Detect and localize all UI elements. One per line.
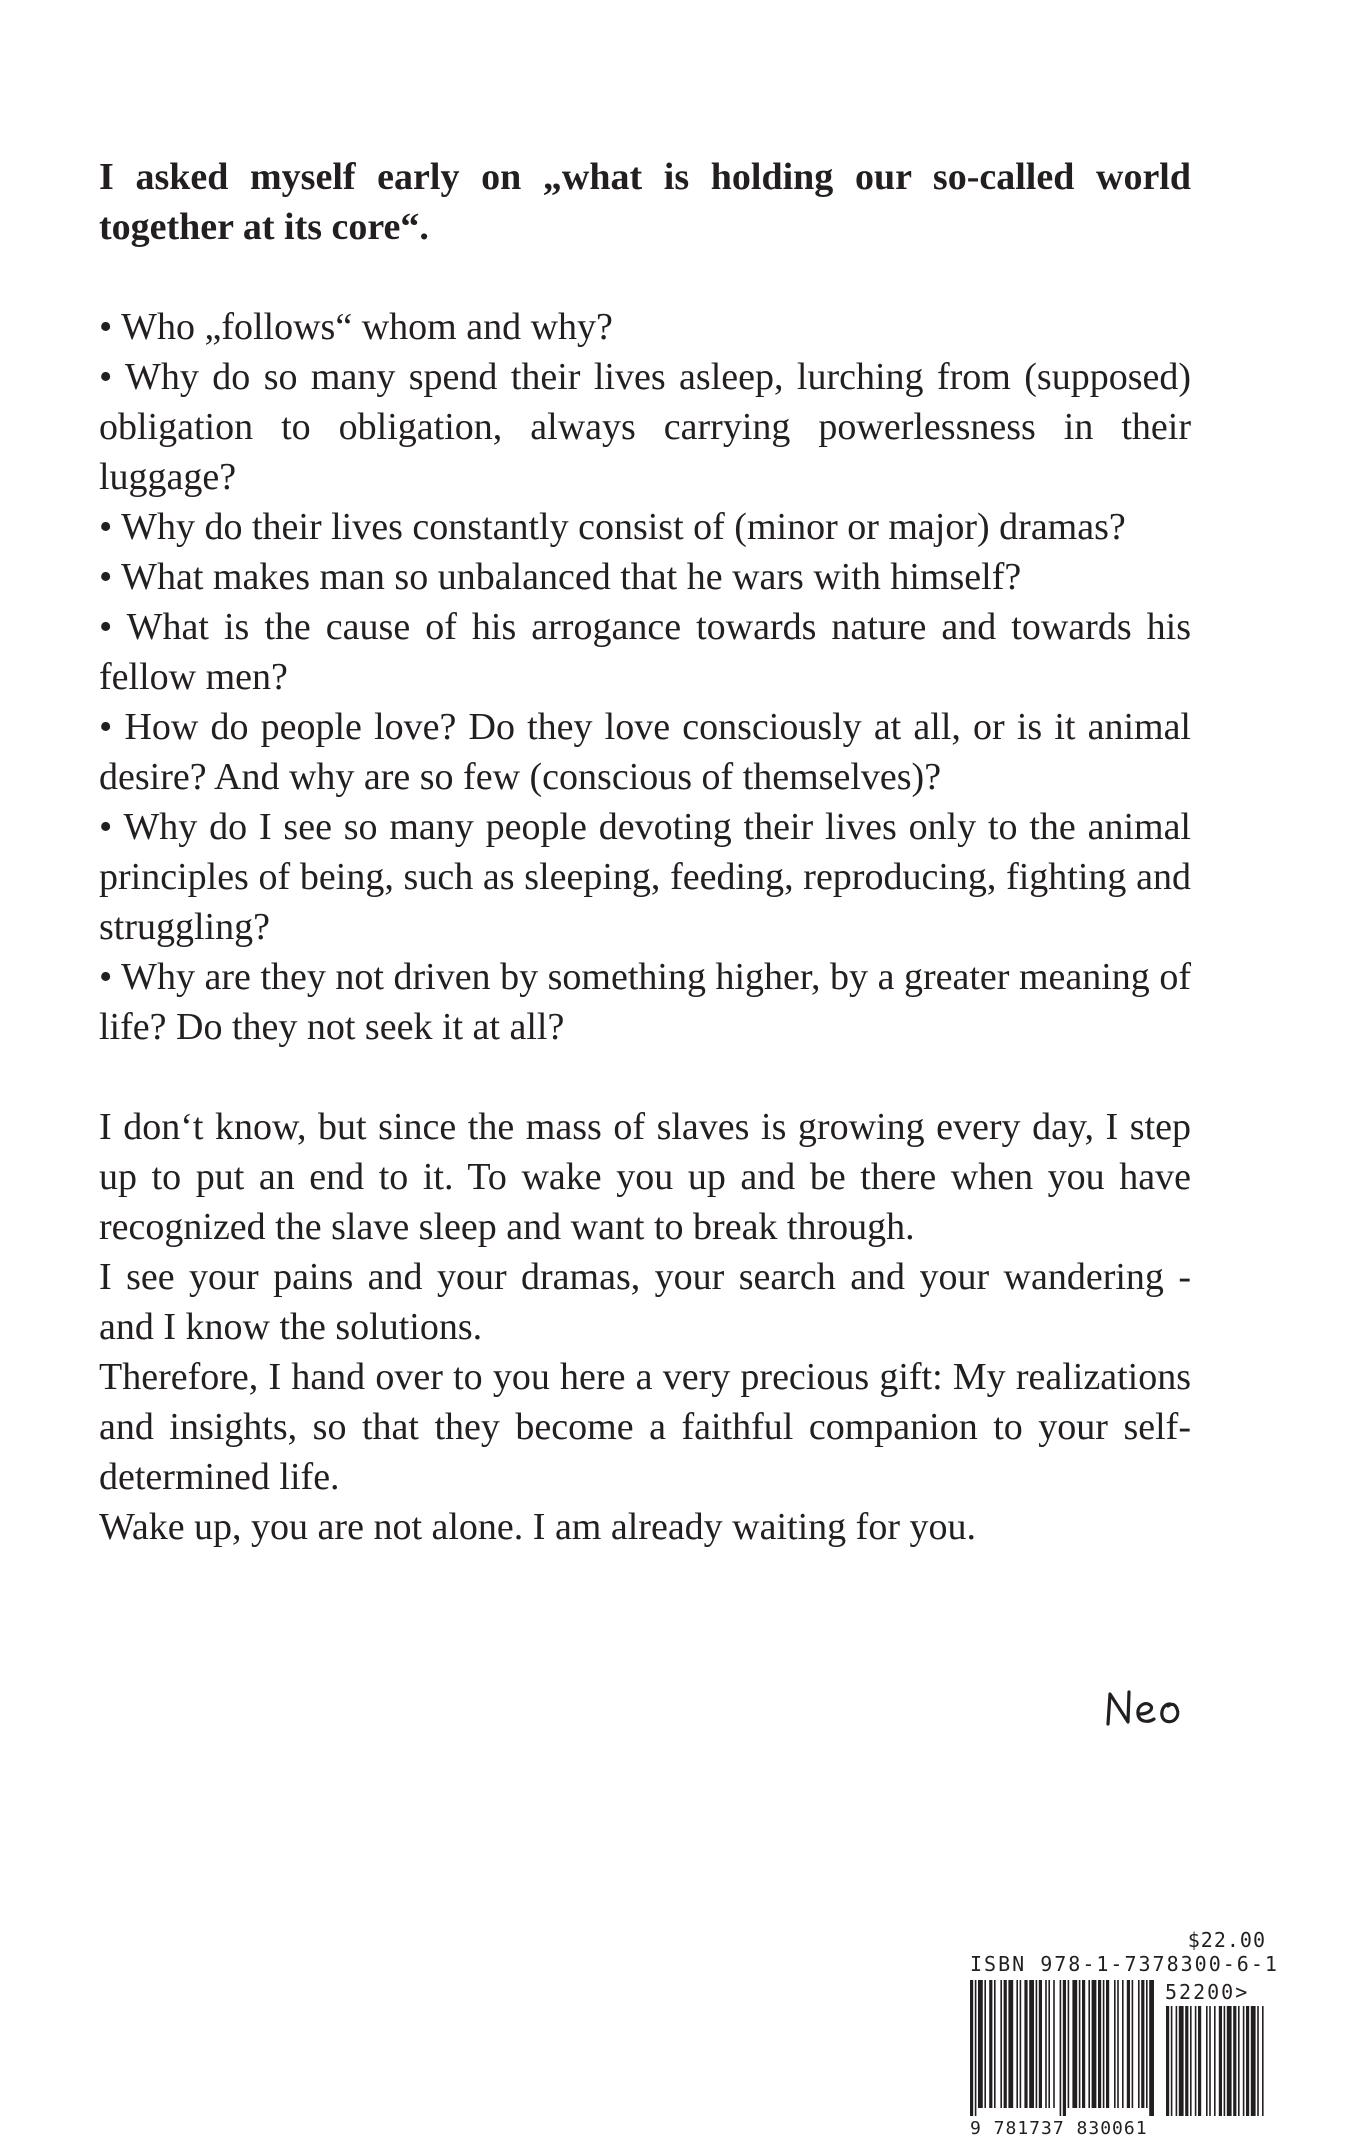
barcode-bar	[1045, 1980, 1047, 2108]
ean-digits: 9 781737 830061	[970, 2118, 1148, 2139]
barcode-bar	[975, 1980, 977, 2116]
body-text	[99, 152, 1191, 1552]
addon-bar	[1176, 2006, 1178, 2116]
addon-bar	[1238, 2006, 1240, 2116]
barcode-bar	[1036, 1980, 1038, 2108]
addon-bar	[1224, 2006, 1226, 2116]
barcode-bar	[1146, 1980, 1148, 2108]
barcode-bar	[1103, 1980, 1105, 2108]
list-item: • Why do so many spend their lives asleep, lurching from (supposed) obligation to obligation, always carrying powerlessness in their luggage?	[99, 356, 1191, 498]
barcode-bar	[1008, 1980, 1013, 2108]
addon-bar	[1198, 2006, 1201, 2116]
barcode-bar	[1024, 1980, 1027, 2108]
addon-bar	[1206, 2006, 1208, 2116]
isbn-label: ISBN 978-1-7378300-6-1	[970, 1952, 1279, 1976]
addon-bar	[1257, 2006, 1259, 2116]
list-item: • Why do I see so many people devoting their lives only to the animal principles of being, such as sleeping, feeding, reproducing, fighting and struggling?	[99, 806, 1191, 948]
closing-paragraph: Therefore, I hand over to you here a very precious gift: My realizations and insights, so that they become a faithful companion to your self-determined life.	[99, 1356, 1191, 1498]
addon-bar	[1219, 2006, 1222, 2116]
signature-neo	[1098, 1682, 1198, 1732]
barcode-bar	[1092, 1980, 1097, 2108]
barcode-bar	[1060, 1980, 1062, 2116]
closing-paragraph: Wake up, you are not alone. I am already waiting for you.	[99, 1506, 976, 1548]
barcode-bar	[1048, 1980, 1050, 2108]
addon-bar	[1251, 2006, 1256, 2116]
list-item: • Who „follows“ whom and why?	[99, 306, 613, 348]
barcode-bar	[1106, 1980, 1109, 2108]
barcode-bar	[1016, 1980, 1018, 2108]
barcode-bar	[1122, 1980, 1124, 2108]
list-item: • What is the cause of his arrogance towards nature and towards his fellow men?	[99, 606, 1191, 698]
barcode-bar	[1127, 1980, 1130, 2108]
barcode-bar	[1039, 1980, 1042, 2108]
closing-paragraph: I don‘t know, but since the mass of slaves is growing every day, I step up to put an end to it. To wake you up and be there when you have recognized the slave sleep and want to break through.	[99, 1106, 1191, 1248]
barcode-bar	[1141, 1980, 1144, 2108]
addon-bar	[1195, 2006, 1197, 2116]
addon-bar	[1185, 2006, 1188, 2116]
barcode-bar	[1138, 1980, 1140, 2108]
barcode-bar	[970, 1980, 973, 2116]
barcode-bar	[1114, 1980, 1116, 2108]
addon-bar	[1233, 2006, 1236, 2116]
addon-bar	[1243, 2006, 1245, 2116]
barcode-bars	[970, 1980, 1300, 2118]
barcode-bar	[1072, 1980, 1077, 2108]
barcode-bar	[1082, 1980, 1085, 2108]
barcode-bar	[994, 1980, 996, 2108]
barcode-bar	[978, 1980, 983, 2108]
barcode-bar	[1132, 1980, 1134, 2108]
isbn-barcode-block	[970, 1928, 1300, 2139]
price-label: $22.00	[1187, 1928, 1266, 1952]
addon-bar	[1209, 2006, 1211, 2116]
list-item: • Why are they not driven by something higher, by a greater meaning of life? Do they not seek it at all?	[99, 956, 1191, 1048]
intro-paragraph: I asked myself early on „what is holding our so-called world together at its core“.	[99, 156, 1191, 248]
barcode-bar	[1053, 1980, 1055, 2108]
barcode-bar	[1000, 1980, 1002, 2108]
barcode-bar	[1063, 1980, 1066, 2116]
barcode-bar	[1088, 1980, 1090, 2108]
closing-paragraph: I see your pains and your dramas, your search and your wandering - and I know the solutions.	[99, 1256, 1191, 1348]
addon-bar	[1179, 2006, 1184, 2116]
list-item: • What makes man so unbalanced that he wars with himself?	[99, 556, 1022, 598]
question-list	[99, 302, 1191, 1052]
addon-bar	[1171, 2006, 1173, 2116]
barcode-bar	[1068, 1980, 1070, 2108]
list-item: • How do people love? Do they love consciously at all, or is it animal desire? And why are so few (conscious of themselves)?	[99, 706, 1191, 798]
barcode-bar	[1020, 1980, 1022, 2108]
barcode-bar	[1004, 1980, 1007, 2108]
addon-bar	[1214, 2006, 1216, 2116]
barcode-bar	[984, 1980, 986, 2108]
barcode-bar	[1098, 1980, 1101, 2108]
price-addon-code: 52200>	[1165, 1980, 1250, 2004]
closing-section	[99, 1102, 1191, 1552]
barcode-bar	[1149, 1980, 1154, 2116]
list-item: • Why do their lives constantly consist of (minor or major) dramas?	[99, 506, 1126, 548]
addon-bar	[1190, 2006, 1192, 2116]
barcode-bar	[1079, 1980, 1081, 2108]
addon-bar	[1166, 2006, 1169, 2116]
addon-bar	[1262, 2006, 1264, 2116]
addon-bar	[1227, 2006, 1232, 2116]
barcode-bar	[989, 1980, 992, 2108]
barcode-bar	[1117, 1980, 1119, 2108]
barcode-bar	[1029, 1980, 1034, 2108]
addon-bar	[1246, 2006, 1249, 2116]
